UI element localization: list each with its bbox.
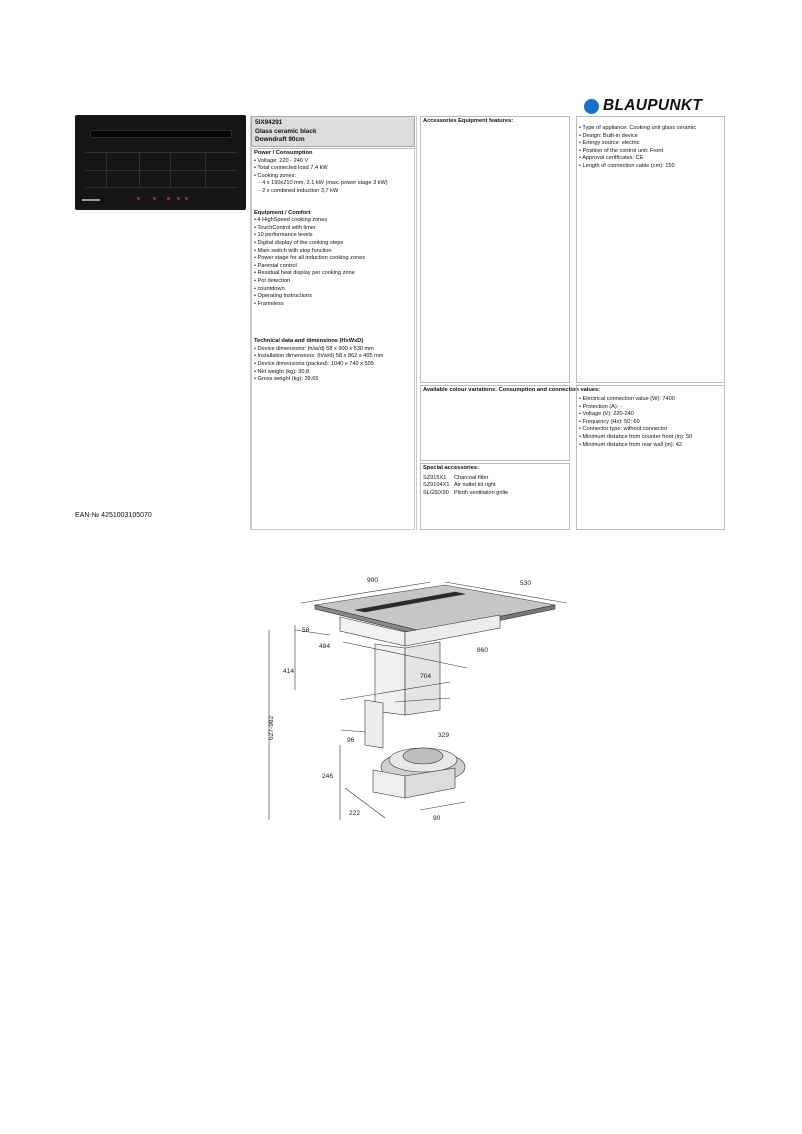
equipment-item: • TouchControl with timer (254, 224, 316, 231)
column-divider (416, 116, 417, 530)
power-item: - 2 x combined induction 3,7 kW (254, 187, 339, 194)
dim-860: 860 (477, 647, 489, 654)
special-code: SLG5IX90 (423, 489, 449, 496)
dim-246: 246 (322, 773, 334, 780)
cooktop-brand-mark (82, 199, 100, 201)
connection-item: • Minimum distance from rear wall (in): 42 (579, 441, 682, 448)
ean-number: EAN-№ 4251003105070 (75, 512, 152, 519)
feature-item: • Energy source: electric (579, 140, 640, 147)
technical-item: • Installation dimensions: (h/w/d) 58 x 862 x 495 mm (254, 353, 384, 360)
feature-item: • Approval certificates: CE (579, 155, 644, 162)
dimension-drawing (255, 570, 575, 835)
technical-title: Technical data and dimensions (HxWxD) (254, 338, 364, 345)
zone-divider (85, 152, 237, 153)
special-item (423, 475, 567, 483)
special-code: SZ9104X1 (423, 482, 450, 489)
accessories-equipment-title: Accessories Equipment features: (423, 118, 514, 124)
product-name-line2: Downdraft 90cm (255, 136, 305, 144)
connection-item: • Minimum distance from counter front (in): 50 (579, 433, 693, 440)
equipment-item: • 10 performance levels (254, 232, 313, 239)
special-title: Special accessories: (423, 465, 479, 471)
equipment-item: • Operating instructions (254, 293, 312, 300)
equipment-item: • Pot detection (254, 277, 291, 284)
dim-329: 329 (438, 732, 450, 739)
special-code: SZ915X1 (423, 474, 447, 481)
touch-control (185, 197, 188, 200)
dim-530: 530 (520, 580, 532, 587)
dim-414: 414 (283, 668, 295, 675)
duct (365, 700, 383, 748)
touch-control (137, 197, 140, 200)
dim-90: 90 (433, 815, 441, 822)
dim-58: 58 (302, 627, 310, 634)
power-item: • Cooking zones: (254, 172, 297, 179)
equipment-title: Equipment / Comfort (254, 209, 311, 216)
touch-control (167, 197, 170, 200)
dim-704: 704 (420, 673, 432, 680)
special-accessories-box (420, 463, 570, 530)
connection-item: • Connector type: without connector (579, 426, 668, 433)
equipment-item: • Main switch with stop function (254, 247, 332, 254)
equipment-item: • countdown (254, 285, 285, 292)
technical-item: • Device dimensions (packed): 1040 x 740 x 505 (254, 361, 374, 368)
feature-item: • Length of connection cable (cm): 150 (579, 162, 675, 169)
brand-name: BLAUPUNKT (603, 97, 703, 114)
product-title-box (251, 116, 415, 147)
connection-item: • Frequency (Hz): 50; 60 (579, 418, 640, 425)
zone-divider (170, 152, 171, 187)
product-name-line1: Glass ceramic black (255, 127, 317, 135)
zone-divider (106, 152, 107, 187)
special-desc: Charcoal filter (454, 474, 489, 481)
equipment-item: • Parental control (254, 262, 297, 269)
feature-item: • Design: Built-in device (579, 132, 638, 139)
spec-column (251, 148, 415, 530)
technical-item: • Device dimensions: (h/w/d) 58 x 900 x 530 mm (254, 345, 374, 352)
dim-627-982: 627-982 (268, 715, 275, 740)
logo-dot-icon (584, 99, 599, 114)
power-item: • Total connected load 7,4 kW (254, 165, 328, 172)
downdraft-slot (90, 130, 232, 138)
special-desc: Air outlet kit right (454, 482, 496, 489)
power-item: • Voltage: 220 - 240 V (254, 157, 309, 164)
product-image (75, 115, 246, 210)
dim-484: 484 (319, 643, 331, 650)
connection-item: • Protection (A): - (579, 403, 622, 410)
connection-item: • Electrical connection value (W): 7400 (579, 396, 675, 402)
connection-values-box (576, 385, 725, 530)
equipment-item: • Residual heat display per cooking zone (254, 270, 355, 277)
special-desc: Plinth ventilation grille (454, 489, 509, 496)
touch-control (177, 197, 180, 200)
technical-item: • Gross weight (kg): 39,65 (254, 376, 319, 383)
features-box (576, 116, 725, 383)
accessories-equipment-box (420, 116, 570, 383)
brand-logo (584, 96, 702, 116)
feature-item: • Type of appliance: Cooking unit glass ceramic (579, 125, 697, 131)
equipment-item: • Digital display of the cooking steps (254, 239, 344, 246)
special-item (423, 490, 567, 498)
colour-title: Available colour variations: Consumption and connection values: (423, 387, 601, 393)
equipment-item: • Frameless (254, 300, 284, 307)
zone-divider (139, 152, 140, 187)
power-item: - 4 x 190x210 mm, 2.1 kW (max. power stage 3 kW) (254, 180, 388, 187)
dim-222: 222 (349, 810, 361, 817)
zone-divider (85, 170, 237, 171)
technical-item: • Net weight (kg): 30,8 (254, 368, 310, 375)
feature-item: • Position of the control unit: Front (579, 147, 664, 154)
zone-divider (85, 187, 237, 188)
product-model: 5IX94291 (255, 119, 283, 126)
equipment-item: • Power stage for all induction cooking zones (254, 255, 366, 262)
special-item (423, 482, 567, 490)
dim-900: 900 (367, 577, 379, 584)
connection-item: • Voltage (V): 220-240 (579, 411, 634, 418)
equipment-item: • 4 HighSpeed cooking zones (254, 217, 328, 224)
zone-divider (205, 152, 206, 187)
power-title: Power / Consumption (254, 150, 313, 156)
touch-control (153, 197, 156, 200)
dim-96: 96 (347, 737, 355, 744)
